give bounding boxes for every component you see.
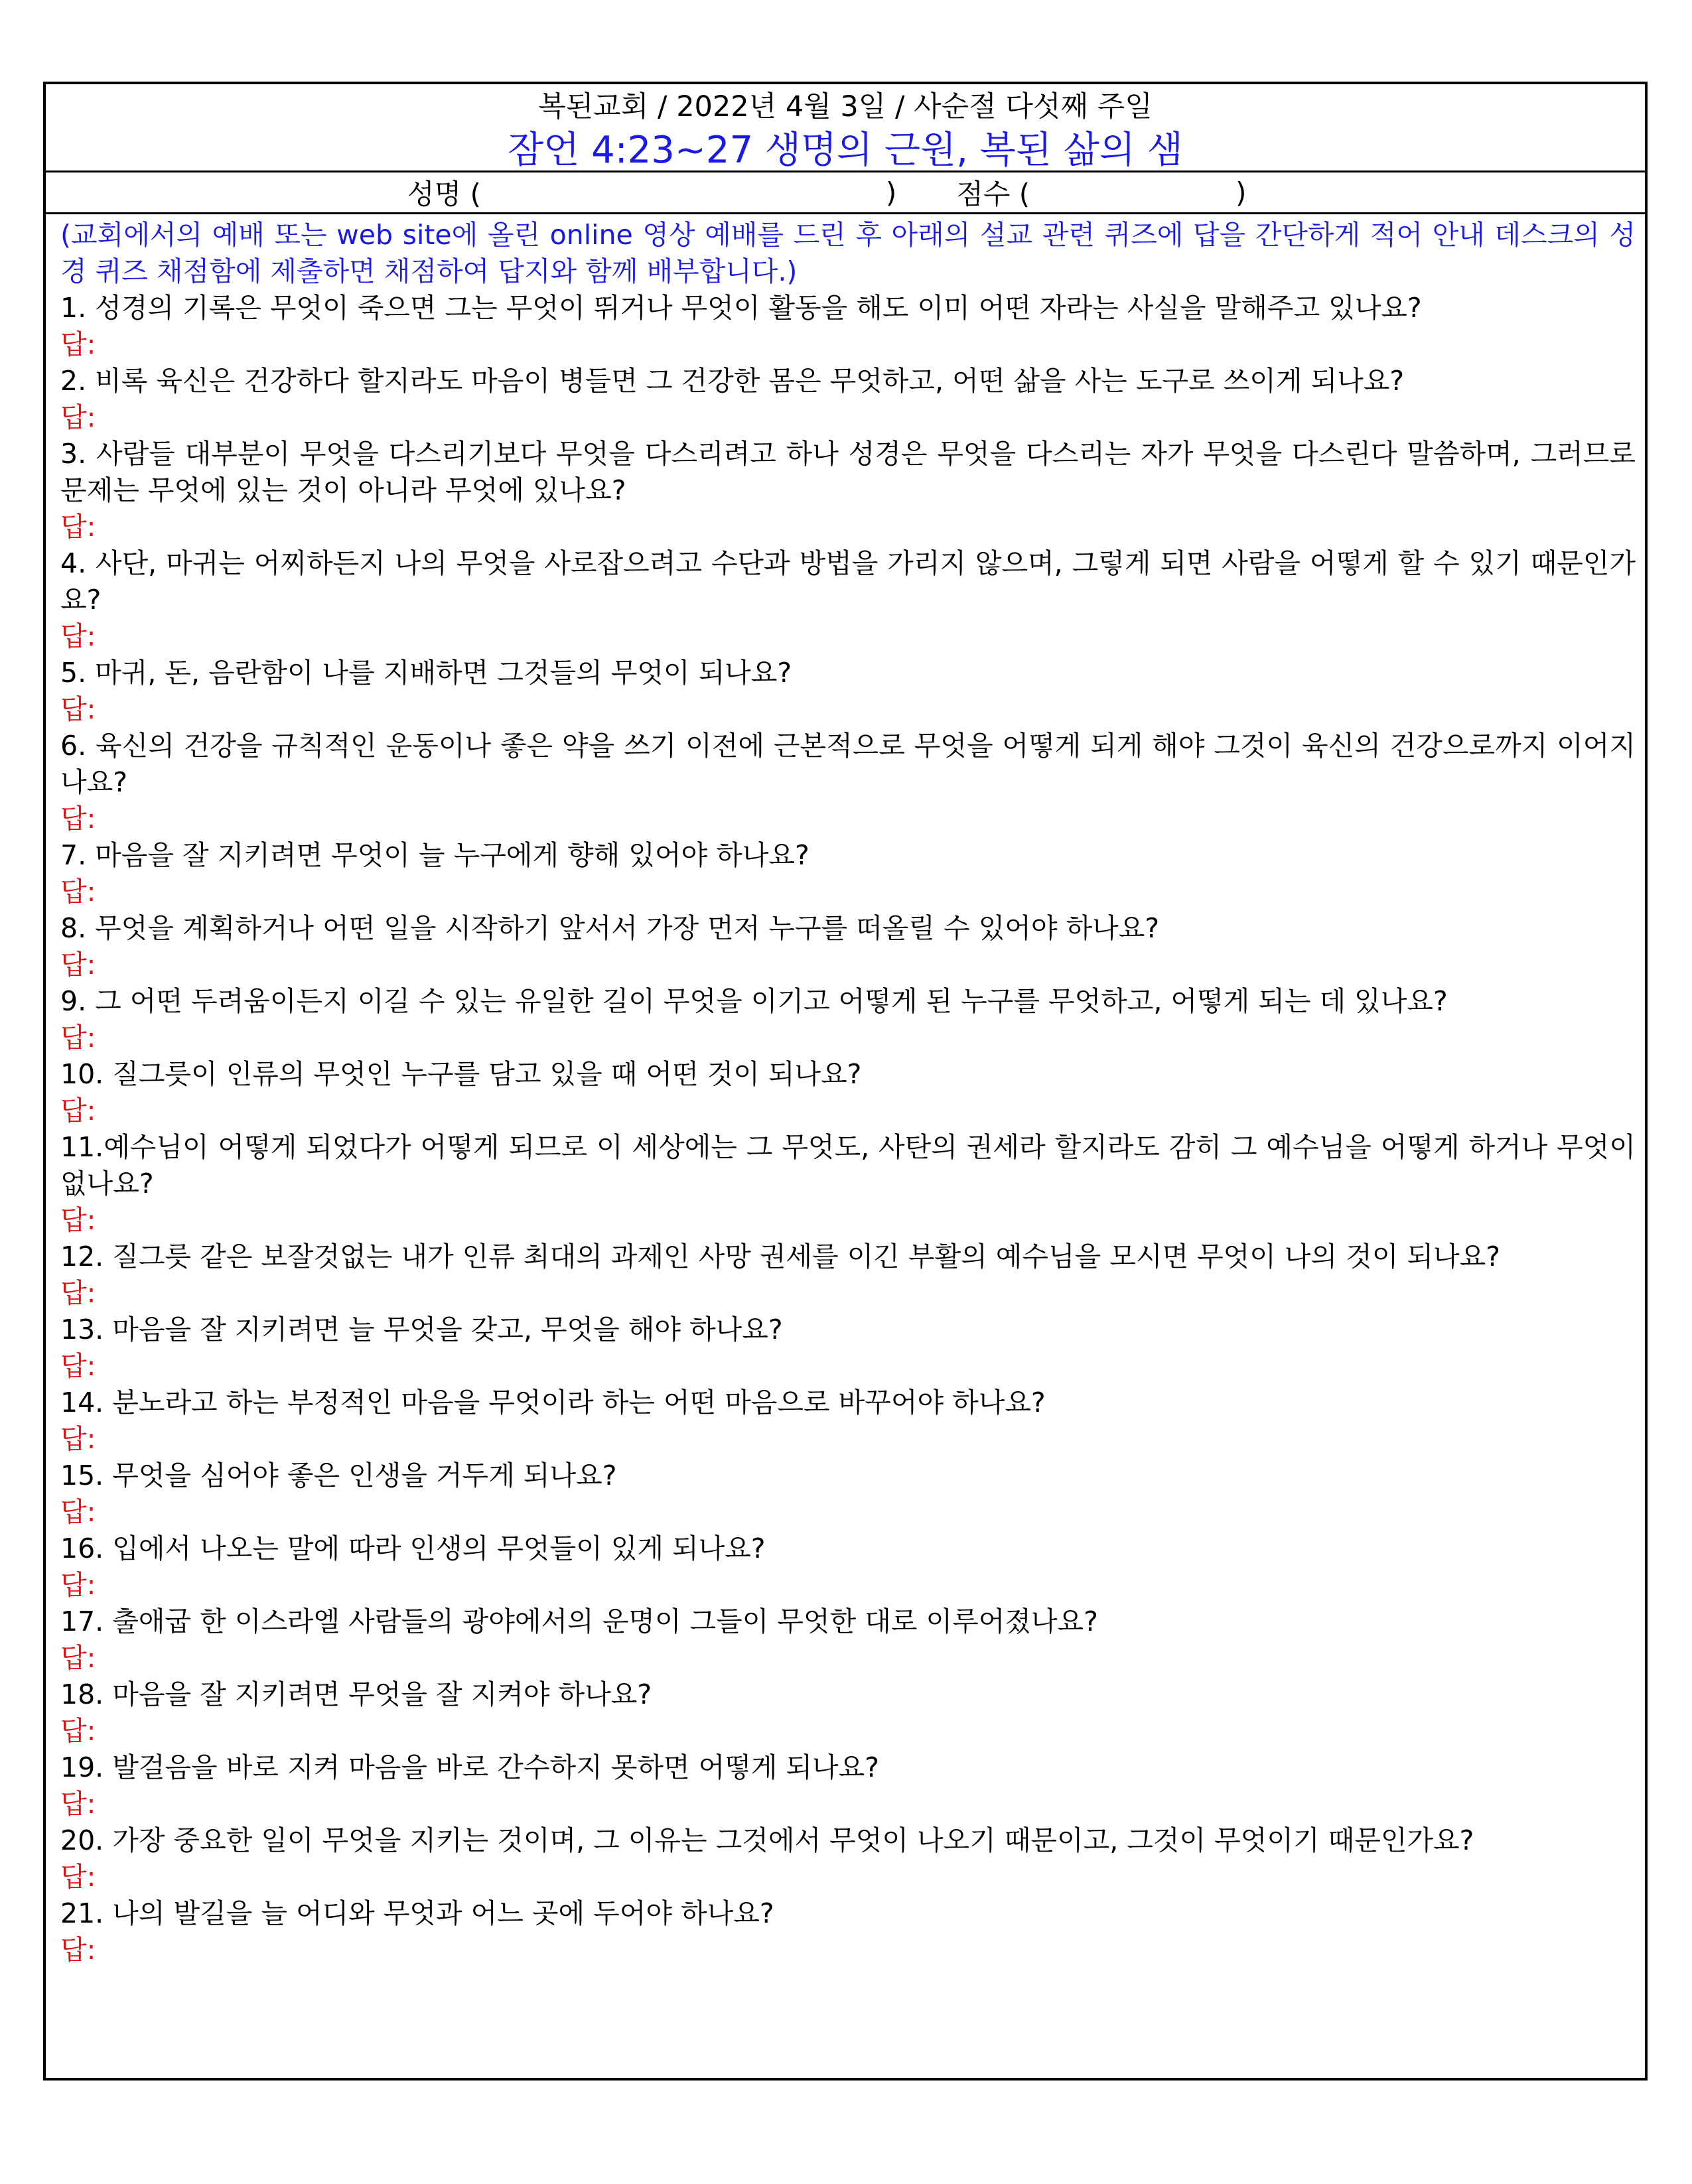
question-3: 3. 사람들 대부분이 무엇을 다스리기보다 무엇을 다스리려고 하나 성경은 무엇을 다스리는 자가 무엇을 다스린다 말씀하며, 그러므로 문제는 무엇에 있는 것이 아니라 무엇에 있나요? — [60, 438, 1636, 506]
question-13: 13. 마음을 잘 지키려면 늘 무엇을 갖고, 무엇을 해야 하나요? — [60, 1314, 783, 1345]
question-17: 17. 출애굽 한 이스라엘 사람들의 광야에서의 운명이 그들이 무엇한 대로 이루어졌나요? — [60, 1605, 1098, 1637]
question-2: 2. 비록 육신은 건강하다 할지라도 마음이 병들면 그 건강한 몸은 무엇하고, 어떤 삶을 사는 도구로 쓰이게 되나요? — [60, 365, 1405, 397]
answer-line-14[interactable]: 답: — [60, 1423, 96, 1455]
question-15: 15. 무엇을 심어야 좋은 인생을 거두게 되나요? — [60, 1460, 617, 1491]
church-date-line: 복된교회 / 2022년 4월 3일 / 사순절 다섯째 주일 — [538, 90, 1153, 123]
question-12: 12. 질그릇 같은 보잘것없는 내가 인류 최대의 과제인 사망 권세를 이긴 부활의 예수님을 모시면 무엇이 나의 것이 되나요? — [60, 1241, 1500, 1272]
answer-line-10[interactable]: 답: — [60, 1095, 96, 1126]
answer-line-17[interactable]: 답: — [60, 1642, 96, 1674]
question-6: 6. 육신의 건강을 규칙적인 운동이나 좋은 약을 쓰기 이전에 근본적으로 무엇을 어떻게 되게 해야 그것이 육신의 건강으로까지 이어지나요? — [60, 730, 1636, 798]
name-score-row — [46, 172, 1645, 214]
question-7: 7. 마음을 잘 지키려면 무엇이 늘 누구에게 향해 있어야 하나요? — [60, 839, 810, 871]
answer-line-3[interactable]: 답: — [60, 511, 96, 543]
question-1: 1. 성경의 기록은 무엇이 죽으면 그는 무엇이 뛰거나 무엇이 활동을 해도 이미 어떤 자라는 사실을 말해주고 있나요? — [60, 292, 1422, 324]
question-11: 11.예수님이 어떻게 되었다가 어떻게 되므로 이 세상에는 그 무엇도, 사탄의 권세라 할지라도 감히 그 예수님을 어떻게 하거나 무엇이 없나요? — [60, 1131, 1636, 1199]
question-20: 20. 가장 중요한 일이 무엇을 지키는 것이며, 그 이유는 그것에서 무엇이 나오기 때문이고, 그것이 무엇이기 때문인가요? — [60, 1824, 1474, 1856]
answer-line-5[interactable]: 답: — [60, 693, 96, 725]
name-close-paren: ) — [885, 176, 897, 209]
answer-line-1[interactable]: 답: — [60, 328, 96, 360]
answer-line-18[interactable]: 답: — [60, 1715, 96, 1747]
question-8: 8. 무엇을 계획하거나 어떤 일을 시작하기 앞서서 가장 먼저 누구를 떠올릴 수 있어야 하나요? — [60, 912, 1160, 944]
quiz-sheet — [43, 82, 1648, 2081]
answer-line-6[interactable]: 답: — [60, 803, 96, 835]
answer-line-11[interactable]: 답: — [60, 1204, 96, 1236]
instructions-notice: (교회에서의 예배 또는 web site에 올린 online 영상 예배를 드린 후 아래의 설교 관련 퀴즈에 답을 간단하게 적어 안내 데스크의 성경 퀴즈 채점함에 제출하면 채점하여 답지와 함께 배부합니다.) — [60, 219, 1636, 287]
answer-line-15[interactable]: 답: — [60, 1496, 96, 1528]
answer-line-12[interactable]: 답: — [60, 1277, 96, 1309]
name-label: 성명 ( — [407, 178, 481, 210]
question-21: 21. 나의 발길을 늘 어디와 무엇과 어느 곳에 두어야 하나요? — [60, 1897, 774, 1929]
answer-line-20[interactable]: 답: — [60, 1861, 96, 1893]
answer-line-7[interactable]: 답: — [60, 876, 96, 908]
answer-line-13[interactable]: 답: — [60, 1350, 96, 1382]
question-16: 16. 입에서 나오는 말에 따라 인생의 무엇들이 있게 되나요? — [60, 1533, 766, 1564]
question-14: 14. 분노라고 하는 부정적인 마음을 무엇이라 하는 어떤 마음으로 바꾸어야 하나요? — [60, 1387, 1046, 1418]
answer-line-19[interactable]: 답: — [60, 1788, 96, 1820]
question-4: 4. 사단, 마귀는 어찌하든지 나의 무엇을 사로잡으려고 수단과 방법을 가리지 않으며, 그렇게 되면 사람을 어떻게 할 수 있기 때문인가요? — [60, 547, 1636, 616]
sermon-title: 잠언 4:23~27 생명의 근원, 복된 삶의 샘 — [46, 124, 1645, 172]
score-label: 점수 ( — [956, 178, 1030, 210]
question-9: 9. 그 어떤 두려움이든지 이길 수 있는 유일한 길이 무엇을 이기고 어떻게 된 누구를 무엇하고, 어떻게 되는 데 있나요? — [60, 985, 1448, 1017]
answer-line-4[interactable]: 답: — [60, 620, 96, 652]
question-19: 19. 발걸음을 바로 지켜 마음을 바로 간수하지 못하면 어떻게 되나요? — [60, 1751, 880, 1783]
answer-line-9[interactable]: 답: — [60, 1022, 96, 1054]
quiz-content — [46, 214, 1645, 1968]
answer-line-8[interactable]: 답: — [60, 949, 96, 981]
question-18: 18. 마음을 잘 지키려면 무엇을 잘 지켜야 하나요? — [60, 1678, 652, 1710]
answer-line-2[interactable]: 답: — [60, 401, 96, 433]
answer-line-21[interactable]: 답: — [60, 1934, 96, 1966]
score-close-paren: ) — [1235, 176, 1247, 209]
question-10: 10. 질그릇이 인류의 무엇인 누구를 담고 있을 때 어떤 것이 되나요? — [60, 1058, 862, 1090]
question-5: 5. 마귀, 돈, 음란함이 나를 지배하면 그것들의 무엇이 되나요? — [60, 657, 792, 689]
answer-line-16[interactable]: 답: — [60, 1569, 96, 1601]
